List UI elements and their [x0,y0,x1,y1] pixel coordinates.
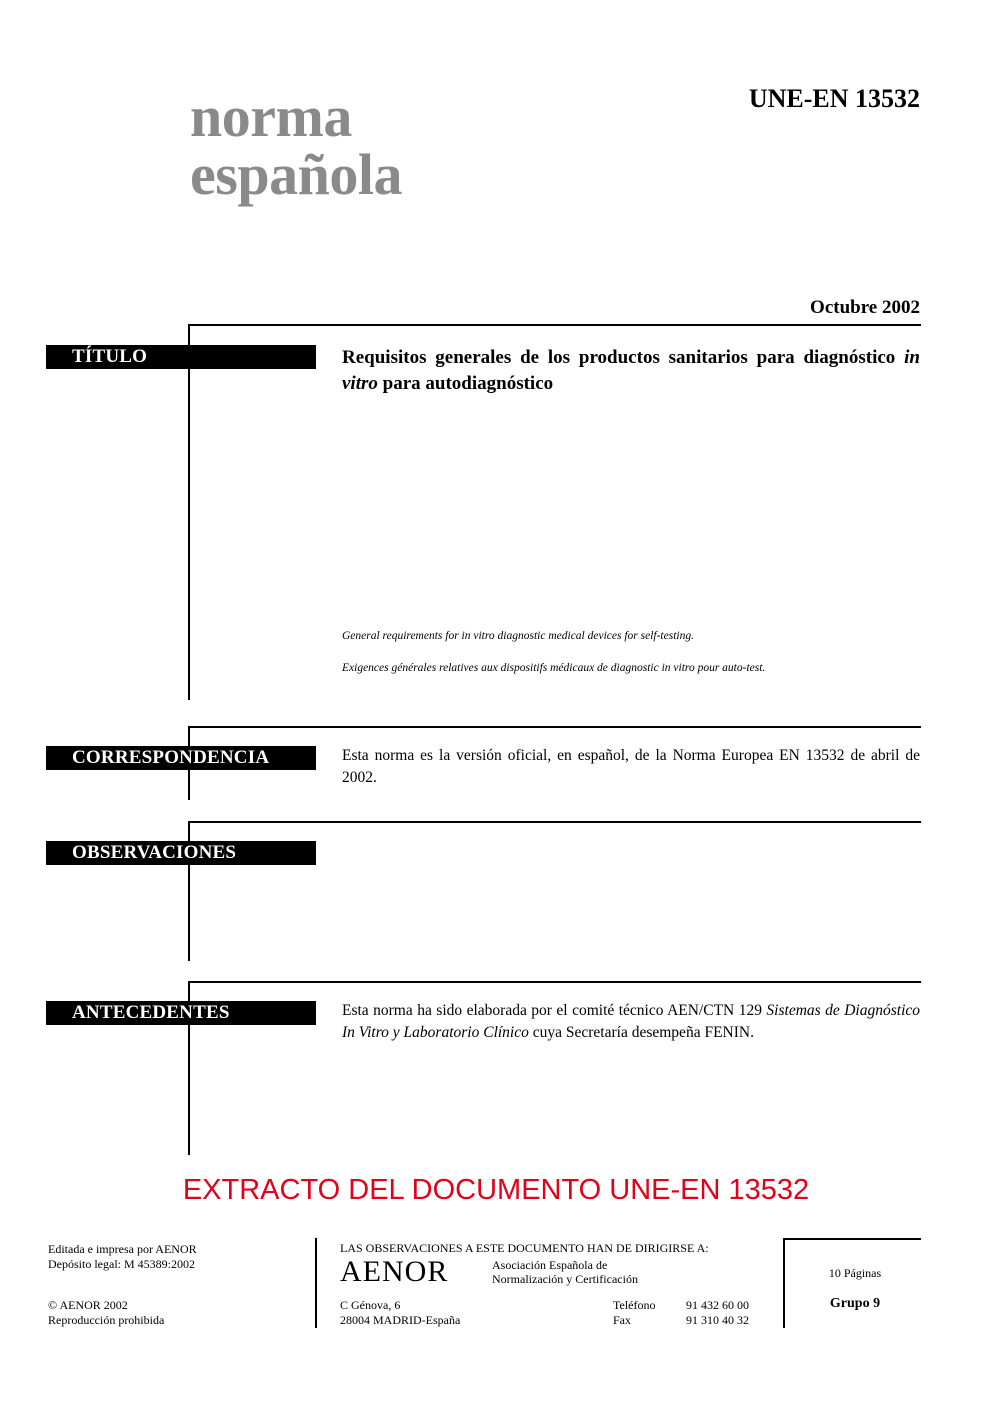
label-titulo: TÍTULO [46,345,316,369]
group-box-rule [783,1238,785,1328]
assoc-line1: Asociación Española de [492,1258,608,1272]
standard-code: UNE-EN 13532 [748,84,920,113]
assoc-line2: Normalización y Certificación [492,1272,638,1286]
title-translation-fr: Exigences générales relatives aux dispositifs médicaux de diagnostic in vitro pour auto-test. [342,662,766,674]
section-divider [188,821,921,823]
fax-value: 91 310 40 32 [686,1313,749,1327]
document-title [342,345,920,397]
address-line2: 28004 MADRID-España [340,1313,461,1327]
reproduction-notice: Reproducción prohibida [48,1313,165,1327]
extract-notice: EXTRACTO DEL DOCUMENTO UNE-EN 13532 [182,1174,810,1206]
phone-label: Teléfono [613,1298,656,1312]
antecedentes-text [342,1000,920,1044]
footer-divider [315,1238,317,1328]
antecedentes-part1: Esta norma ha sido elaborada por el comité técnico AEN/CTN 129 [342,1002,762,1019]
observations-note: LAS OBSERVACIONES A ESTE DOCUMENTO HAN DE DIRIGIRSE A: [340,1241,709,1255]
section-divider [188,726,921,728]
title-italic: in vitro [342,347,920,394]
brand-norma: norma [190,84,352,149]
title-translation-en: General requirements for in vitro diagnostic medical devices for self-testing. [342,630,694,642]
group-box-top [783,1238,921,1240]
antecedentes-part2: cuya Secretaría desempeña FENIN. [532,1024,754,1041]
address-line1: C Génova, 6 [340,1298,401,1312]
title-part1: Requisitos generales de los productos sanitarios para diagnóstico [342,347,896,368]
antecedentes-italic: Sistemas de Diagnóstico In Vitro y Laboratorio Clínico [342,1002,921,1041]
aenor-logo: AENOR [340,1255,449,1288]
aenor-association [492,1258,638,1286]
copyright: © AENOR 2002 [48,1298,128,1312]
title-part2: para autodiagnóstico [382,373,554,394]
publication-date: Octubre 2002 [810,297,920,318]
brand-espanola: española [190,142,402,207]
price-group: Grupo 9 [829,1296,881,1311]
label-observaciones: OBSERVACIONES [46,841,316,865]
legal-deposit: Depósito legal: M 45389:2002 [48,1257,195,1271]
label-antecedentes: ANTECEDENTES [46,1001,316,1025]
phone-value: 91 432 60 00 [686,1298,749,1312]
section-divider [188,324,921,326]
label-correspondencia: CORRESPONDENCIA [46,746,316,770]
fax-label: Fax [613,1313,631,1327]
page-count: 10 Páginas [828,1266,882,1280]
section-rule [188,324,190,700]
correspondencia-text: Esta norma es la versión oficial, en español, de la Norma Europea EN 13532 de abril de 2002. [342,747,920,786]
edited-by: Editada e impresa por AENOR [48,1242,197,1256]
section-divider [188,981,921,983]
